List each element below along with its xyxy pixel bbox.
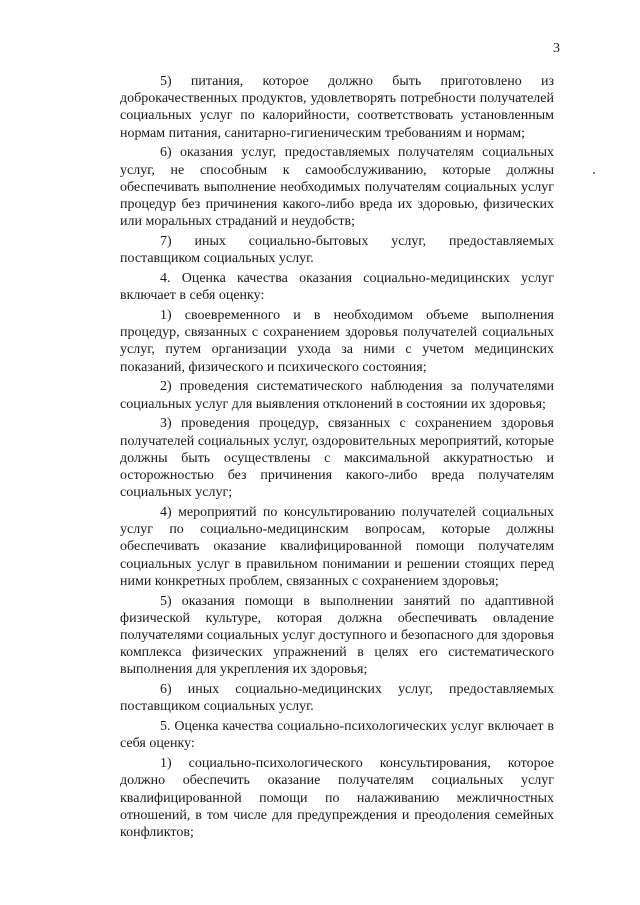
paragraph-item-5-nutrition: 5) питания, которое должно быть приготовлено из доброкачественных продуктов, удовлетворять потребности получателей социальных услуг по калорийности, соответствовать установленным нормам питания, санитарно-гигиеническим требованиям и нормам; bbox=[120, 74, 554, 141]
paragraph-medical-item-1: 1) своевременного и в необходимом объеме выполнения процедур, связанных с сохранением здоровья получателей социальных услуг, путем организации ухода за ними с учетом медицинских показаний, физического и психического состояния; bbox=[120, 308, 554, 375]
paragraph-item-7-other-household: 7) иных социально-бытовых услуг, предоставляемых поставщиком социальных услуг. bbox=[120, 234, 554, 267]
paragraph-medical-item-5: 5) оказания помощи в выполнении занятий по адаптивной физической культуре, которая должна обеспечивать овладение получателями социальных услуг доступного и безопасного для здоровья комплекса физических упражнений в целях его систематического выполнения для укрепления их здоровья; bbox=[120, 593, 554, 678]
paragraph-item-6-care-services: 6) оказания услуг, предоставляемых получателям социальных услуг, не способным к самообслуживанию, которые должны обеспечивать выполнение необходимых получателям социальных услуг процедур без причинения какого-либо вреда их здоровью, физических или моральных страданий и неудобств; bbox=[120, 145, 554, 230]
paragraph-section-5-psychological: 5. Оценка качества социально-психологических услуг включает в себя оценку: bbox=[120, 719, 554, 752]
paragraph-medical-item-4: 4) мероприятий по консультированию получателей социальных услуг по социально-медицинским вопросам, которые должны обеспечивать оказание квалифицированной помощи получателям социальных услуг в правильном понимании и решении стоящих перед ними конкретных проблем, связанных с сохранением здоровья; bbox=[120, 505, 554, 589]
paragraph-medical-item-3: 3) проведения процедур, связанных с сохранением здоровья получателей социальных услуг, оздоровительных мероприятий, которые должны быть осуществлены с максимальной аккуратностью и осторожностью без причинения какого-либо вреда получателям социальных услуг; bbox=[120, 416, 554, 501]
paragraph-psychological-item-1: 1) социально-психологического консультирования, которое должно обеспечить оказание получателям социальных услуг квалифицированной помощи по налаживанию межличностных отношений, в том числе для предупреждения и преодоления семейных конфликтов; bbox=[120, 756, 554, 841]
document-body bbox=[120, 73, 554, 844]
paragraph-section-4-medical: 4. Оценка качества оказания социально-медицинских услуг включает в себя оценку: bbox=[120, 271, 554, 304]
page-number: 3 bbox=[553, 41, 560, 56]
paragraph-medical-item-6: 6) иных социально-медицинских услуг, предоставляемых поставщиком социальных услуг. bbox=[120, 682, 554, 715]
paragraph-medical-item-2: 2) проведения систематического наблюдения за получателями социальных услуг для выявления отклонений в состоянии их здоровья; bbox=[120, 379, 554, 412]
margin-dot bbox=[593, 172, 595, 174]
